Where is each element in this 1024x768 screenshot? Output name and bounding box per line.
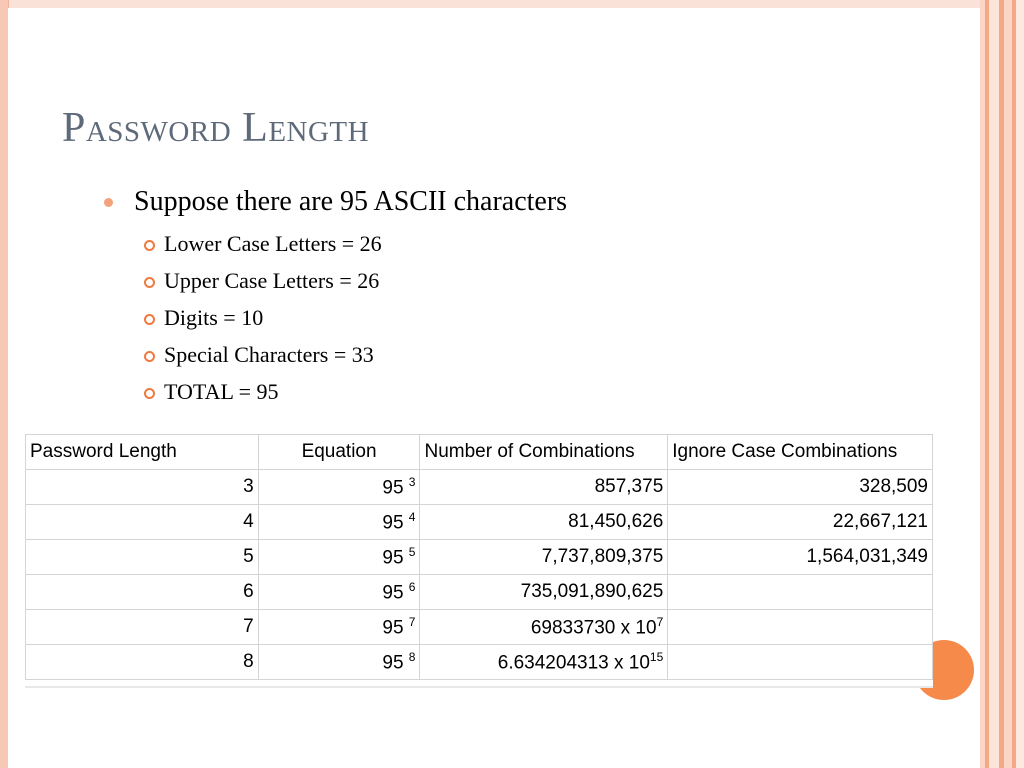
main-bullet-text: Suppose there are 95 ASCII characters <box>134 186 568 217</box>
cell-equation <box>258 610 420 645</box>
slide-frame-top <box>8 0 980 8</box>
cell-combinations <box>420 505 668 540</box>
equation-base: 95 <box>382 652 404 674</box>
table-bottom-border <box>25 686 933 688</box>
cell-length: 4 <box>26 505 259 540</box>
equation-exponent: 8 <box>408 649 416 664</box>
cell-equation <box>258 575 420 610</box>
bullet-ring-icon <box>144 314 155 325</box>
cell-equation <box>258 505 420 540</box>
cell-ignore-case: 328,509 <box>668 470 933 505</box>
sub-bullet-text: Upper Case Letters = 26 <box>164 268 380 293</box>
cell-ignore-case <box>668 645 933 680</box>
equation-base: 95 <box>382 512 404 534</box>
equation-base: 95 <box>382 582 404 604</box>
bullet-ring-icon <box>144 351 155 362</box>
cell-ignore-case: 22,667,121 <box>668 505 933 540</box>
cell-length: 3 <box>26 470 259 505</box>
equation-base: 95 <box>382 617 404 639</box>
cell-length: 6 <box>26 575 259 610</box>
equation-exponent: 5 <box>408 544 416 559</box>
equation-base: 95 <box>382 477 404 499</box>
combinations-value: 69833730 x 10 <box>530 617 657 639</box>
combinations-value: 7,737,809,375 <box>541 546 664 567</box>
cell-equation <box>258 470 420 505</box>
sub-bullet-text: Digits = 10 <box>164 305 264 330</box>
table-row <box>26 645 933 680</box>
combinations-value: 6.634204313 x 10 <box>497 652 650 674</box>
slide-frame-left <box>0 0 8 768</box>
combinations-exponent: 7 <box>656 614 664 629</box>
header-equation: Equation <box>258 435 420 470</box>
header-ignore-case-combinations: Ignore Case Combinations <box>668 435 933 470</box>
table-header-row <box>26 435 933 470</box>
cell-length: 7 <box>26 610 259 645</box>
cell-length: 8 <box>26 645 259 680</box>
header-password-length: Password Length <box>26 435 259 470</box>
cell-combinations <box>420 645 668 680</box>
cell-ignore-case <box>668 610 933 645</box>
cell-ignore-case: 1,564,031,349 <box>668 540 933 575</box>
combinations-value: 735,091,890,625 <box>520 581 664 602</box>
slide-frame-stripes <box>980 0 1024 768</box>
table-row <box>26 470 933 505</box>
table-row <box>26 610 933 645</box>
slide-title: Password Length <box>62 105 370 151</box>
cell-combinations <box>420 575 668 610</box>
cell-ignore-case <box>668 575 933 610</box>
table-row <box>26 575 933 610</box>
sub-bullet-text: Lower Case Letters = 26 <box>164 231 382 256</box>
bullet-ring-icon <box>144 277 155 288</box>
equation-base: 95 <box>382 547 404 569</box>
table-row <box>26 505 933 540</box>
sub-bullet-text: TOTAL = 95 <box>164 379 279 404</box>
equation-exponent: 4 <box>408 509 416 524</box>
combinations-value: 81,450,626 <box>568 511 664 532</box>
combinations-exponent: 15 <box>649 649 664 664</box>
bullet-ring-icon <box>144 240 155 251</box>
equation-exponent: 7 <box>408 614 416 629</box>
equation-exponent: 6 <box>408 579 416 594</box>
table-row <box>26 540 933 575</box>
bullet-dot-icon <box>104 198 113 207</box>
combinations-table <box>25 434 933 688</box>
combinations-value: 857,375 <box>594 476 664 497</box>
cell-equation <box>258 540 420 575</box>
cell-combinations <box>420 540 668 575</box>
header-number-of-combinations: Number of Combinations <box>420 435 668 470</box>
sub-bullet-text: Special Characters = 33 <box>164 342 374 367</box>
bullet-ring-icon <box>144 388 155 399</box>
cell-equation <box>258 645 420 680</box>
cell-length: 5 <box>26 540 259 575</box>
cell-combinations <box>420 470 668 505</box>
equation-exponent: 3 <box>408 474 416 489</box>
cell-combinations <box>420 610 668 645</box>
